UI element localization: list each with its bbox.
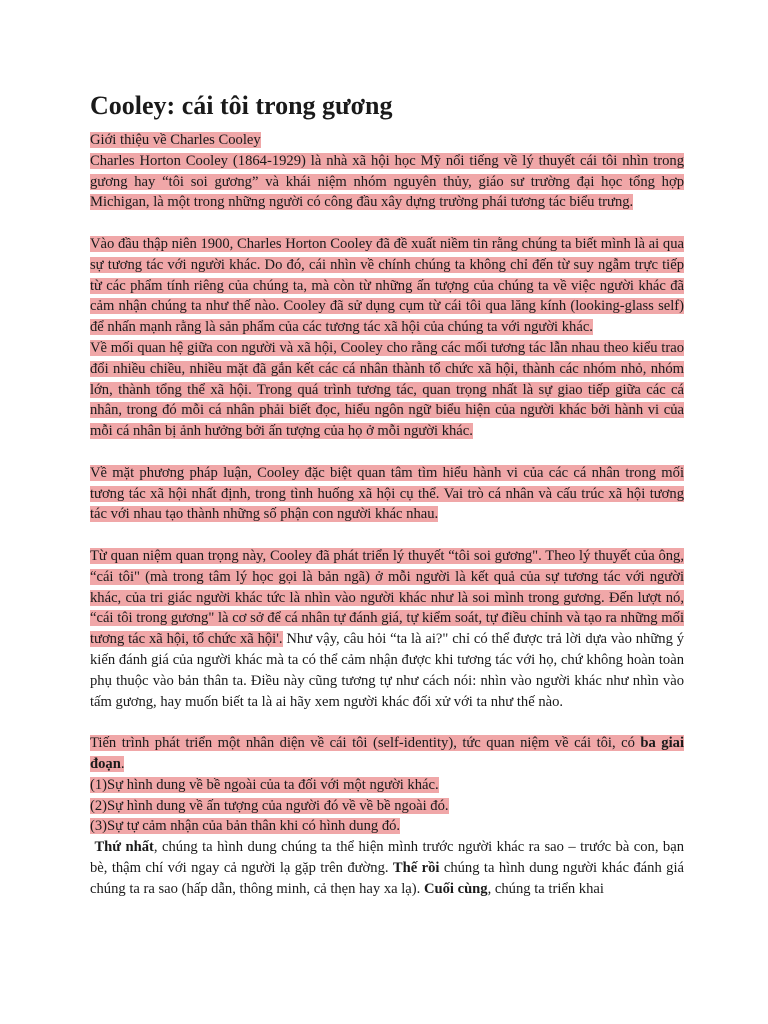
document-page [90, 86, 684, 899]
paragraph-2-text: Vào đầu thập niên 1900, Charles Horton Cooley đã đề xuất niềm tin rằng chúng ta biết mình là ai qua sự tương tác với người khác. Do đó, cái nhìn về chính chúng ta không chỉ đến từ suy ngẫm trực tiếp từ các phẩm tính riêng của chúng ta, mà còn từ những ấn tượng của chúng ta về việc người khác đã cảm nhận chúng ta như thế nào. Cooley đã sử dụng cụm từ cái tôi qua lăng kính (looking-glass self) để nhấn mạnh rằng là sản phẩm của các tương tác xã hội của chúng ta với người khác. [90, 235, 684, 336]
paragraph-1 [90, 151, 684, 213]
stage-2-text: (2)Sự hình dung về ấn tượng của người đó về về bề ngoài đó. [90, 797, 449, 814]
paragraph-7-text-2: chúng ta hình dung người khác đánh giá chúng ta ra sao (hấp dẫn, thông minh, cả thẹn hay xa lạ). [90, 859, 684, 897]
stage-3-text: (3)Sự tự cảm nhận của bản thân khi có hình dung đó. [90, 818, 401, 835]
paragraph-gap [90, 442, 684, 463]
paragraph-5-plain: Như vậy, câu hỏi “ta là ai?" chỉ có thể được trả lời dựa vào những ý kiến đánh giá của người khác mà ta có thể cảm nhận được khi tương tác với họ, chứ không hoàn toàn phụ thuộc vào bản thân ta. Điều này cũng tương tự như cách nói: nhìn vào người khác như nhìn vào tấm gương, hay muốn biết ta là ai hãy xem người khác đối xử với ta như thế nào. [90, 631, 685, 710]
page-title: Cooley: cái tôi trong gương [90, 91, 393, 120]
paragraph-gap [90, 213, 684, 234]
paragraph-7-bold-3: Cuối cùng [423, 880, 488, 897]
paragraph-5 [90, 546, 684, 712]
paragraph-6-bold: ba giai đoạn [90, 735, 684, 772]
paragraph-gap [90, 525, 684, 546]
paragraph-6-highlighted [90, 735, 684, 772]
paragraph-1-text: Charles Horton Cooley (1864-1929) là nhà xã hội học Mỹ nổi tiếng về lý thuyết cái tôi nhìn trong gương hay “tôi soi gương” và khái niệm nhóm nguyên thủy, giáo sư trường đại học tổng hợp Michigan, là một trong những người có công đầu xây dựng trường phái tương tác biểu trưng. [90, 152, 684, 211]
intro-heading-text: Giới thiệu về Charles Cooley [90, 132, 261, 148]
paragraph-3-text: Về mối quan hệ giữa con người và xã hội, Cooley cho rằng các mối tương tác lẫn nhau theo kiểu trao đổi nhiều chiều, nhiều mặt đã gắn kết các cá nhân thành tổ chức xã hội, thành các nhóm nhỏ, nhóm lớn, thành tổng thể xã hội. Trong quá trình tương tác, quan trọng nhất là sự giao tiếp giữa các cá nhân, trong đó mỗi cá nhân phải biết đọc, hiểu ngôn ngữ biểu hiện của người khác bởi hành vi của mỗi cá nhân bị ảnh hưởng bởi ấn tượng của họ ở mỗi người khác. [90, 339, 684, 440]
stage-1-text: (1)Sự hình dung về bề ngoài của ta đối với một người khác. [90, 776, 439, 793]
paragraph-2 [90, 234, 684, 338]
paragraph-5-highlighted: Từ quan niệm quan trọng này, Cooley đã phát triển lý thuyết “tôi soi gương". Theo lý thuyết của ông, “cái tôi" (mà trong tâm lý học gọi là bản ngã) ở mỗi người là kết quả của sự tương tác với người khác, của tri giác người khác tức là nhìn vào người khác như là soi mình trong gương. Đến lượt nó, “cái tôi trong gương" là cơ sở để cá nhân tự đánh giá, tự kiểm soát, tự điều chỉnh và tạo ra những mối tương tác xã hội, tổ chức xã hội'. [90, 547, 684, 648]
paragraph-3 [90, 338, 684, 442]
stage-2 [90, 796, 684, 817]
paragraph-7-text-1: , chúng ta hình dung chúng ta thể hiện mình trước người khác ra sao – trước bà con, bạn bè, thậm chí với ngay cả người lạ gặp trên đường. [90, 839, 684, 876]
paragraph-6-end: . [120, 755, 125, 772]
paragraph-7-bold-1: Thứ nhất [94, 839, 154, 856]
stage-1 [90, 775, 684, 796]
paragraph-7-text-3: , chúng ta triển khai [487, 880, 604, 897]
paragraph-7 [90, 837, 684, 899]
intro-heading [90, 130, 684, 151]
paragraph-6-text: Tiến trình phát triển một nhân diện về cái tôi (self-identity), tức quan niệm về cái tôi, có [90, 735, 641, 752]
paragraph-6 [90, 733, 684, 775]
stage-3 [90, 816, 684, 837]
paragraph-4-text: Về mặt phương pháp luận, Cooley đặc biệt quan tâm tìm hiểu hành vi của các cá nhân trong mối tương tác xã hội nhất định, trong tình huống xã hội cụ thể. Vai trò cá nhân và cấu trúc xã hội tương tác với nhau tạo thành những số phận con người khác nhau. [90, 464, 684, 523]
paragraph-7-bold-2: Thế rồi [392, 859, 440, 876]
paragraph-gap [90, 712, 684, 733]
paragraph-4 [90, 463, 684, 525]
